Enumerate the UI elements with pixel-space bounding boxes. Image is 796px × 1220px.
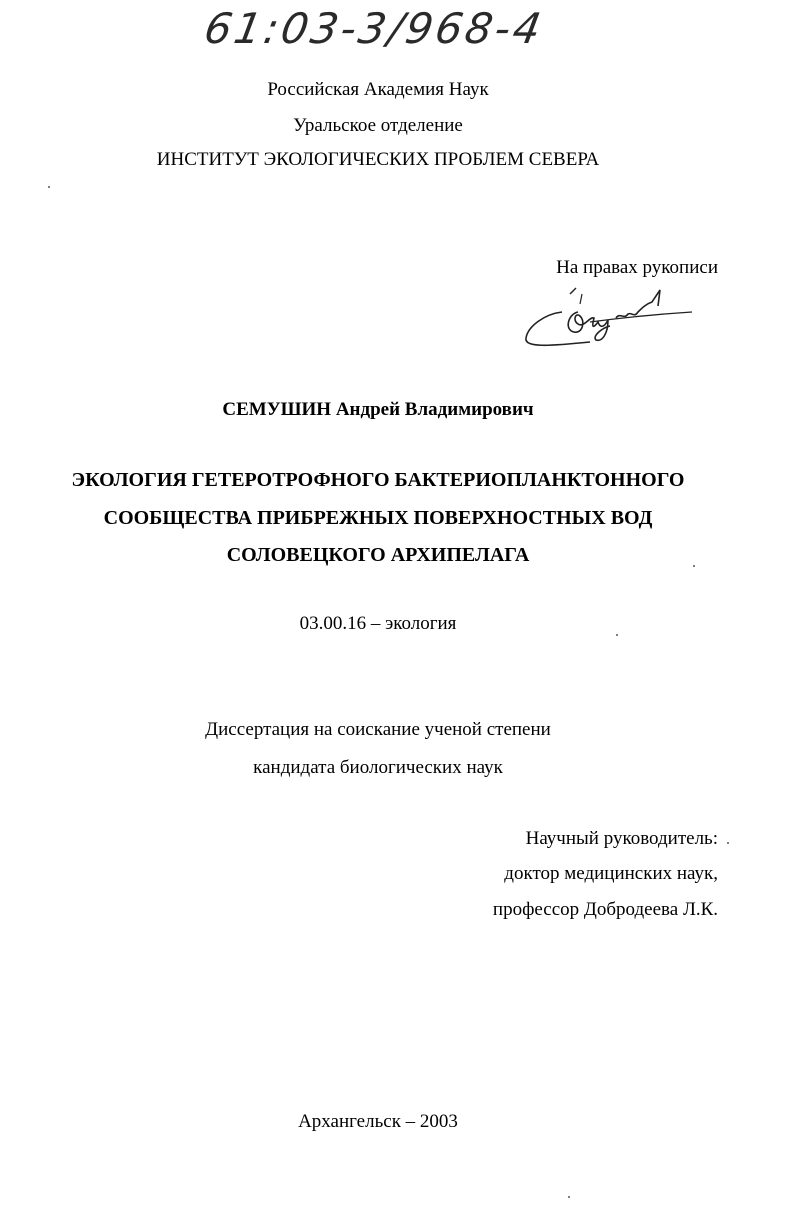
scan-speck: [693, 565, 695, 567]
author-signature: [520, 282, 700, 354]
title-line-2: СООБЩЕСТВА ПРИБРЕЖНЫХ ПОВЕРХНОСТНЫХ ВОД: [103, 507, 653, 529]
specialty-code: 03.00.16 – экология: [299, 613, 457, 634]
title-line-1: ЭКОЛОГИЯ ГЕТЕРОТРОФНОГО БАКТЕРИОПЛАНКТОННОГО: [71, 469, 685, 491]
branch-name: Уральское отделение: [293, 115, 463, 136]
scan-speck: [48, 186, 50, 188]
title-line-3: СОЛОВЕЦКОГО АРХИПЕЛАГА: [226, 544, 530, 566]
supervisor-name: профессор Добродеева Л.К.: [492, 899, 718, 920]
supervisor-label: Научный руководитель:: [525, 828, 718, 849]
supervisor-degree: доктор медицинских наук,: [504, 863, 718, 884]
degree-line-2: кандидата биологических наук: [253, 757, 503, 778]
institute-name: ИНСТИТУТ ЭКОЛОГИЧЕСКИХ ПРОБЛЕМ СЕВЕРА: [156, 149, 600, 170]
degree-line-1: Диссертация на соискание ученой степени: [205, 719, 551, 740]
scan-speck: [568, 1196, 570, 1198]
author-name: СЕМУШИН Андрей Владимирович: [222, 399, 534, 420]
scan-speck: [616, 634, 618, 636]
place-year: Архангельск – 2003: [298, 1111, 458, 1132]
rights-label: На правах рукописи: [556, 257, 718, 278]
academy-name: Российская Академия Наук: [267, 79, 489, 100]
handwritten-catalog-number: 61:03-3/968-4: [200, 4, 548, 53]
scan-speck: [727, 842, 729, 844]
